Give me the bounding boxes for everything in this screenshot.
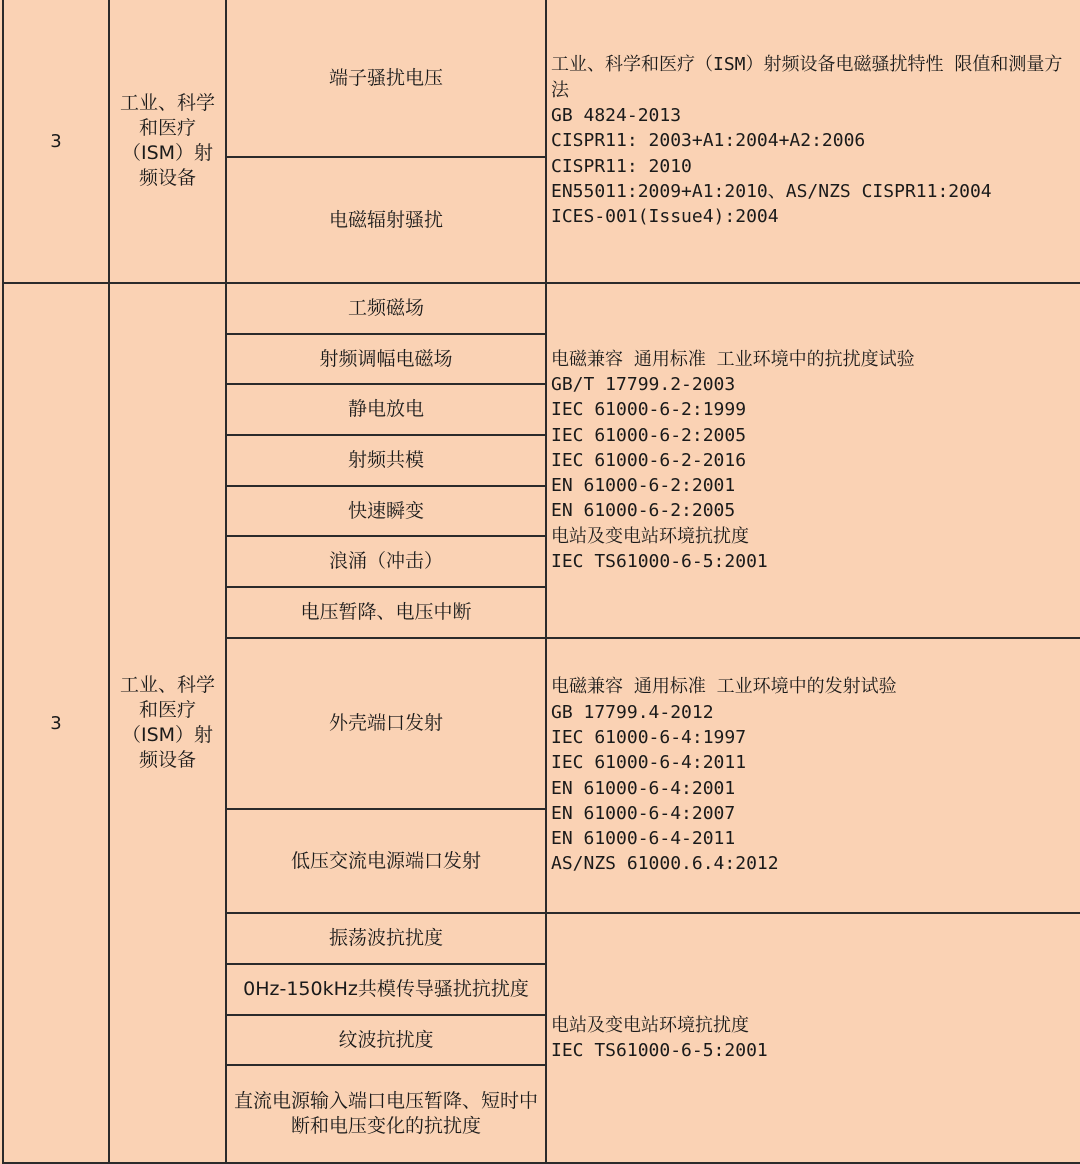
standards-cell <box>546 283 1080 638</box>
test-item: 端子骚扰电压 <box>226 0 546 157</box>
standards-cell <box>546 0 1080 283</box>
standard-line: ICES-001(Issue4):2004 <box>551 206 779 228</box>
standards-table <box>2 0 1080 1164</box>
row-number: 3 <box>3 283 109 1163</box>
standard-title: 工业、科学和医疗（ISM）射频设备电磁骚扰特性 限值和测量方法 <box>551 54 1063 101</box>
standard-line: EN55011:2009+A1:2010、AS/NZS CISPR11:2004 <box>551 180 992 202</box>
test-item: 工频磁场 <box>226 283 546 334</box>
test-item: 快速瞬变 <box>226 486 546 536</box>
test-item: 纹波抗扰度 <box>226 1015 546 1065</box>
standards-cell <box>546 913 1080 1163</box>
test-item: 电磁辐射骚扰 <box>226 157 546 283</box>
standard-line: CISPR11: 2010 <box>551 155 692 177</box>
standards-cell <box>546 638 1080 913</box>
standard-line: EN 61000-6-2:2001 <box>551 475 736 497</box>
test-item: 电压暂降、电压中断 <box>226 587 546 638</box>
standard-line: IEC TS61000-6-5:2001 <box>551 551 768 573</box>
row-number: 3 <box>3 0 109 283</box>
standard-line: 电磁兼容 通用标准 工业环境中的发射试验 <box>551 676 897 698</box>
test-item: 低压交流电源端口发射 <box>226 809 546 913</box>
test-item: 振荡波抗扰度 <box>226 913 546 964</box>
standard-line: GB 17799.4-2012 <box>551 701 714 723</box>
standard-line: 电站及变电站环境抗扰度 <box>551 525 749 547</box>
standard-line: GB/T 17799.2-2003 <box>551 373 736 395</box>
standard-line: 电磁兼容 通用标准 工业环境中的抗扰度试验 <box>551 348 915 370</box>
standard-line: IEC 61000-6-2:2005 <box>551 424 747 446</box>
standard-line: 电站及变电站环境抗扰度 <box>551 1014 749 1036</box>
equipment-category: 工业、科学和医疗（ISM）射频设备 <box>109 283 226 1163</box>
standard-line: IEC 61000-6-2-2016 <box>551 449 747 471</box>
test-item: 外壳端口发射 <box>226 638 546 809</box>
standard-line: GB 4824-2013 <box>551 105 682 127</box>
standard-line: CISPR11: 2003+A1:2004+A2:2006 <box>551 130 866 152</box>
standard-line: IEC 61000-6-2:1999 <box>551 399 747 421</box>
standard-line: IEC 61000-6-4:1997 <box>551 726 747 748</box>
test-item: 静电放电 <box>226 384 546 435</box>
test-item: 浪涌（冲击） <box>226 536 546 587</box>
test-item: 0Hz-150kHz共模传导骚扰抗扰度 <box>226 964 546 1015</box>
standard-line: EN 61000-6-2:2005 <box>551 500 736 522</box>
test-item: 射频调幅电磁场 <box>226 334 546 384</box>
standard-line: EN 61000-6-4:2001 <box>551 777 736 799</box>
test-item: 直流电源输入端口电压暂降、短时中断和电压变化的抗扰度 <box>226 1065 546 1163</box>
test-item: 射频共模 <box>226 435 546 486</box>
standard-line: AS/NZS 61000.6.4:2012 <box>551 853 779 875</box>
equipment-category: 工业、科学和医疗（ISM）射频设备 <box>109 0 226 283</box>
standard-line: IEC 61000-6-4:2011 <box>551 752 747 774</box>
standard-line: IEC TS61000-6-5:2001 <box>551 1040 768 1061</box>
standard-line: EN 61000-6-4-2011 <box>551 828 736 850</box>
standard-line: EN 61000-6-4:2007 <box>551 802 736 824</box>
